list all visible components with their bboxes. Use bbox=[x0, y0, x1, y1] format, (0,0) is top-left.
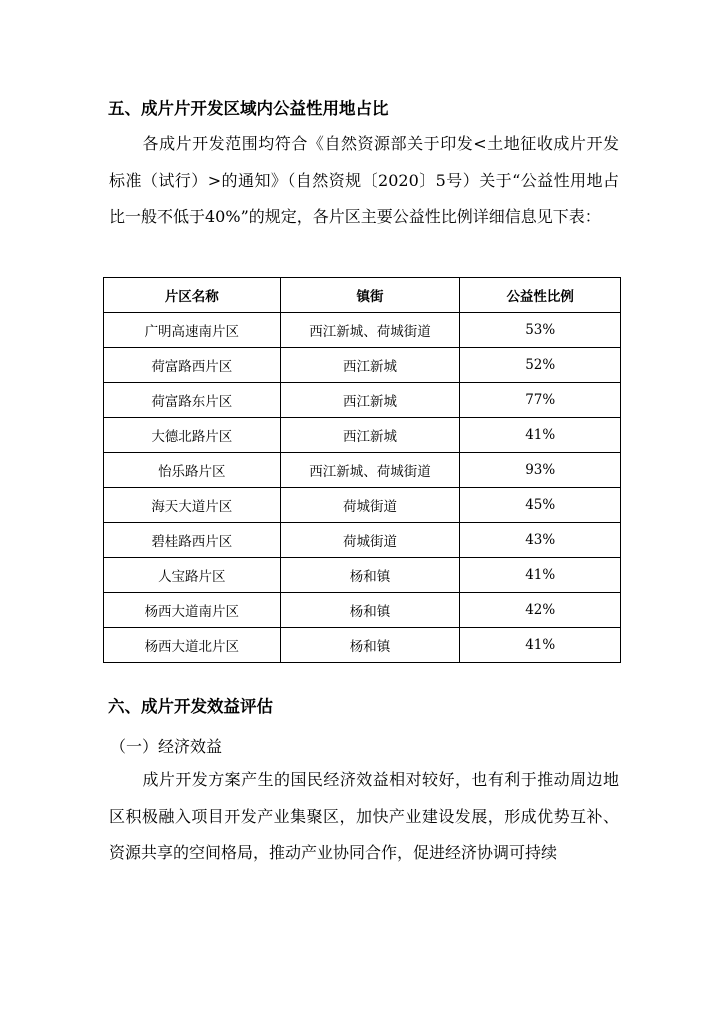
cell-ratio: 77% bbox=[460, 383, 621, 418]
cell-area-name: 怡乐路片区 bbox=[104, 453, 281, 488]
cell-town-street: 杨和镇 bbox=[280, 593, 460, 628]
cell-ratio: 43% bbox=[460, 523, 621, 558]
cell-area-name: 杨西大道南片区 bbox=[104, 593, 281, 628]
cell-ratio: 42% bbox=[460, 593, 621, 628]
cell-ratio: 53% bbox=[460, 313, 621, 348]
cell-town-street: 西江新城、荷城街道 bbox=[280, 313, 460, 348]
cell-area-name: 碧桂路西片区 bbox=[104, 523, 281, 558]
section-6-paragraph-text: 成片开发方案产生的国民经济效益相对较好，也有利于推动周边地区积极融入项目开发产业集聚区，加快产业建设发展，形成优势互补、资源共享的空间格局，推动产业协同合作，促进经济协调可持续 bbox=[109, 770, 619, 862]
table-row bbox=[104, 558, 621, 593]
cell-area-name: 荷富路东片区 bbox=[104, 383, 281, 418]
cell-town-street: 西江新城 bbox=[280, 418, 460, 453]
table-row bbox=[104, 453, 621, 488]
cell-town-street: 荷城街道 bbox=[280, 488, 460, 523]
cell-area-name: 荷富路西片区 bbox=[104, 348, 281, 383]
table-row bbox=[104, 348, 621, 383]
header-town-street: 镇街 bbox=[280, 278, 460, 313]
section-5-paragraph bbox=[109, 126, 619, 236]
table-row bbox=[104, 313, 621, 348]
table-row bbox=[104, 418, 621, 453]
cell-area-name: 海天大道片区 bbox=[104, 488, 281, 523]
cell-area-name: 杨西大道北片区 bbox=[104, 628, 281, 663]
cell-area-name: 大德北路片区 bbox=[104, 418, 281, 453]
table-row bbox=[104, 488, 621, 523]
section-6-subheading: （一）经济效益 bbox=[110, 737, 223, 756]
section-5-heading: 五、成片片开发区域内公益性用地占比 bbox=[108, 99, 389, 118]
table-header-row bbox=[104, 278, 621, 313]
cell-town-street: 西江新城 bbox=[280, 383, 460, 418]
public-welfare-ratio-table bbox=[103, 277, 621, 663]
cell-town-street: 杨和镇 bbox=[280, 558, 460, 593]
cell-town-street: 西江新城、荷城街道 bbox=[280, 453, 460, 488]
section-6-heading: 六、成片开发效益评估 bbox=[108, 697, 273, 716]
header-ratio: 公益性比例 bbox=[460, 278, 621, 313]
section-6-paragraph bbox=[109, 762, 619, 872]
cell-town-street: 西江新城 bbox=[280, 348, 460, 383]
cell-town-street: 荷城街道 bbox=[280, 523, 460, 558]
cell-area-name: 广明高速南片区 bbox=[104, 313, 281, 348]
cell-area-name: 人宝路片区 bbox=[104, 558, 281, 593]
table-row bbox=[104, 628, 621, 663]
header-area-name: 片区名称 bbox=[104, 278, 281, 313]
section-5-paragraph-text: 各成片开发范围均符合《自然资源部关于印发<土地征收成片开发标准（试行）>的通知》（自然资规〔2020〕5号）关于“公益性用地占比一般不低于40%”的规定，各片区主要公益性比例详细信息见下表： bbox=[109, 134, 619, 226]
cell-ratio: 41% bbox=[460, 628, 621, 663]
cell-ratio: 41% bbox=[460, 418, 621, 453]
cell-town-street: 杨和镇 bbox=[280, 628, 460, 663]
cell-ratio: 93% bbox=[460, 453, 621, 488]
cell-ratio: 41% bbox=[460, 558, 621, 593]
cell-ratio: 45% bbox=[460, 488, 621, 523]
table-row bbox=[104, 383, 621, 418]
table-row bbox=[104, 593, 621, 628]
table-row bbox=[104, 523, 621, 558]
cell-ratio: 52% bbox=[460, 348, 621, 383]
